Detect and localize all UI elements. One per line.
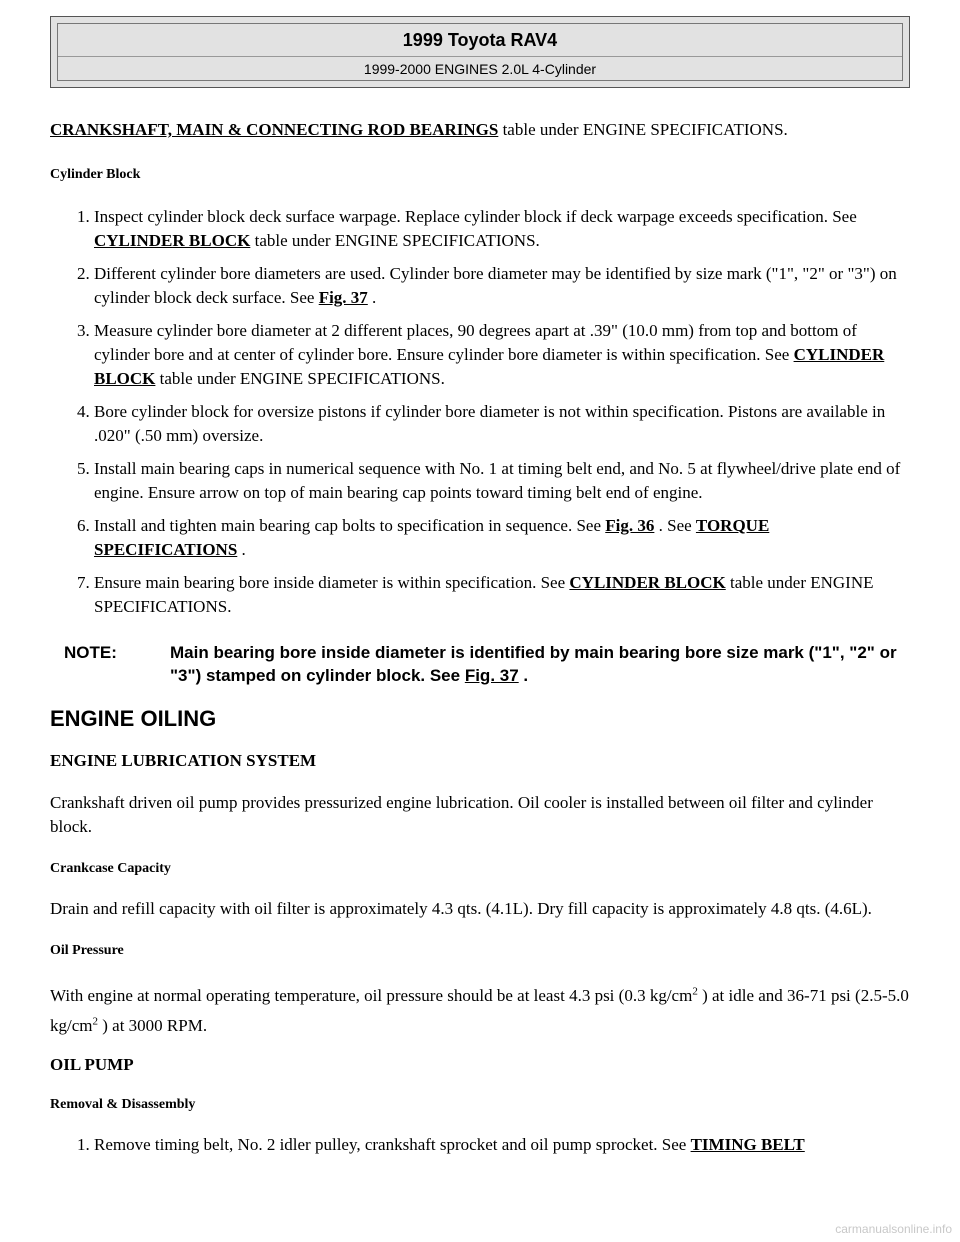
fig-37-link[interactable]: Fig. 37 (464, 666, 519, 685)
page-header (50, 16, 910, 88)
list-item (94, 571, 912, 619)
header-title: 1999 Toyota RAV4 (402, 30, 558, 50)
note-label: NOTE: (64, 643, 117, 662)
step-text: Bore cylinder block for oversize pistons if cylinder bore diameter is not within specification. Pistons are available in .020" (.50 mm) oversize. (94, 402, 886, 445)
step-text: table under ENGINE SPECIFICATIONS. (250, 231, 540, 250)
pressure-text: With engine at normal operating temperature, oil pressure should be at least 4.3 psi (0.3 kg/cm (50, 986, 693, 1005)
step-text: Remove timing belt, No. 2 idler pulley, crankshaft sprocket and oil pump sprocket. See (94, 1135, 691, 1154)
superscript: 2 (92, 1015, 98, 1028)
cylinder-block-link[interactable]: CYLINDER BLOCK (94, 231, 251, 250)
intro-tail: table under ENGINE SPECIFICATIONS. (498, 120, 788, 139)
header-subtitle: 1999-2000 ENGINES 2.0L 4-Cylinder (363, 61, 597, 77)
step-text: Install and tighten main bearing cap bolts to specification in sequence. See (94, 516, 606, 535)
lubrication-text: Crankshaft driven oil pump provides pressurized engine lubrication. Oil cooler is installed between oil filter and cylinder block. (50, 793, 873, 836)
superscript: 2 (692, 985, 698, 998)
step-text: table under ENGINE SPECIFICATIONS. (94, 573, 874, 616)
note-box (64, 641, 912, 687)
intro-paragraph (50, 118, 912, 142)
timing-belt-link[interactable]: TIMING BELT (690, 1135, 805, 1154)
torque-specifications-link[interactable]: TORQUE SPECIFICATIONS (94, 516, 770, 559)
page-header-frame (57, 23, 903, 81)
list-item (94, 1133, 912, 1157)
cylinder-block-link[interactable]: CYLINDER BLOCK (569, 573, 726, 592)
step-text: . (367, 288, 377, 307)
note-text (170, 641, 912, 687)
step-text: . (237, 540, 246, 559)
step-text: Measure cylinder bore diameter at 2 different places, 90 degrees apart at .39" (10.0 mm) from top and bottom of cylinder bore and at center of cylinder bore. Ensure cylinder bore diameter is within specification. See (94, 321, 857, 364)
list-item (94, 514, 912, 562)
step-text: Different cylinder bore diameters are used. Cylinder bore diameter may be identified by size mark ("1", "2" or "3") on cylinder block deck surface. See (94, 264, 897, 307)
pressure-text: ) at 3000 RPM. (98, 1016, 208, 1035)
step-text: . See (654, 516, 696, 535)
crankcase-capacity-text: Drain and refill capacity with oil filter is approximately 4.3 qts. (4.1L). Dry fill capacity is approximately 4.8 qts. (4.6L). (50, 899, 872, 918)
oil-pump-heading: OIL PUMP (50, 1055, 134, 1074)
removal-steps (50, 1133, 912, 1157)
step-text: Install main bearing caps in numerical sequence with No. 1 at timing belt end, and No. 5 at flywheel/drive plate end of engine. Ensure arrow on top of main bearing cap points toward timing belt end of engine. (94, 459, 901, 502)
engine-oiling-heading: ENGINE OILING (50, 706, 217, 731)
fig-37-link[interactable]: Fig. 37 (318, 288, 368, 307)
step-text: Inspect cylinder block deck surface warpage. Replace cylinder block if deck warpage exceeds specification. See (94, 207, 857, 226)
cylinder-block-heading: Cylinder Block (50, 167, 141, 182)
list-item (94, 457, 912, 505)
oil-pressure-heading: Oil Pressure (50, 943, 124, 958)
document-body (50, 118, 912, 1166)
crankcase-capacity-heading: Crankcase Capacity (50, 861, 171, 876)
list-item (94, 262, 912, 310)
removal-heading: Removal & Disassembly (50, 1097, 196, 1112)
lubrication-heading: ENGINE LUBRICATION SYSTEM (50, 751, 317, 770)
step-text: Ensure main bearing bore inside diameter is within specification. See (94, 573, 570, 592)
header-divider (58, 56, 902, 57)
pressure-text: ) at idle and 36-71 psi (2.5-5.0 kg/cm (50, 986, 909, 1035)
watermark: carmanualsonline.info (835, 1222, 952, 1236)
crankshaft-bearings-link[interactable]: CRANKSHAFT, MAIN & CONNECTING ROD BEARINGS (50, 120, 499, 139)
oil-pressure-text (50, 981, 912, 1041)
fig-36-link[interactable]: Fig. 36 (605, 516, 655, 535)
cylinder-block-steps (50, 205, 912, 619)
note-tail: . (518, 666, 529, 685)
list-item (94, 319, 912, 391)
step-text: table under ENGINE SPECIFICATIONS. (155, 369, 445, 388)
cylinder-block-link[interactable]: CYLINDER BLOCK (94, 345, 885, 388)
note-body: Main bearing bore inside diameter is identified by main bearing bore size mark ("1", "2" or "3") stamped on cylinder block. See (170, 643, 897, 685)
list-item (94, 400, 912, 448)
list-item (94, 205, 912, 253)
